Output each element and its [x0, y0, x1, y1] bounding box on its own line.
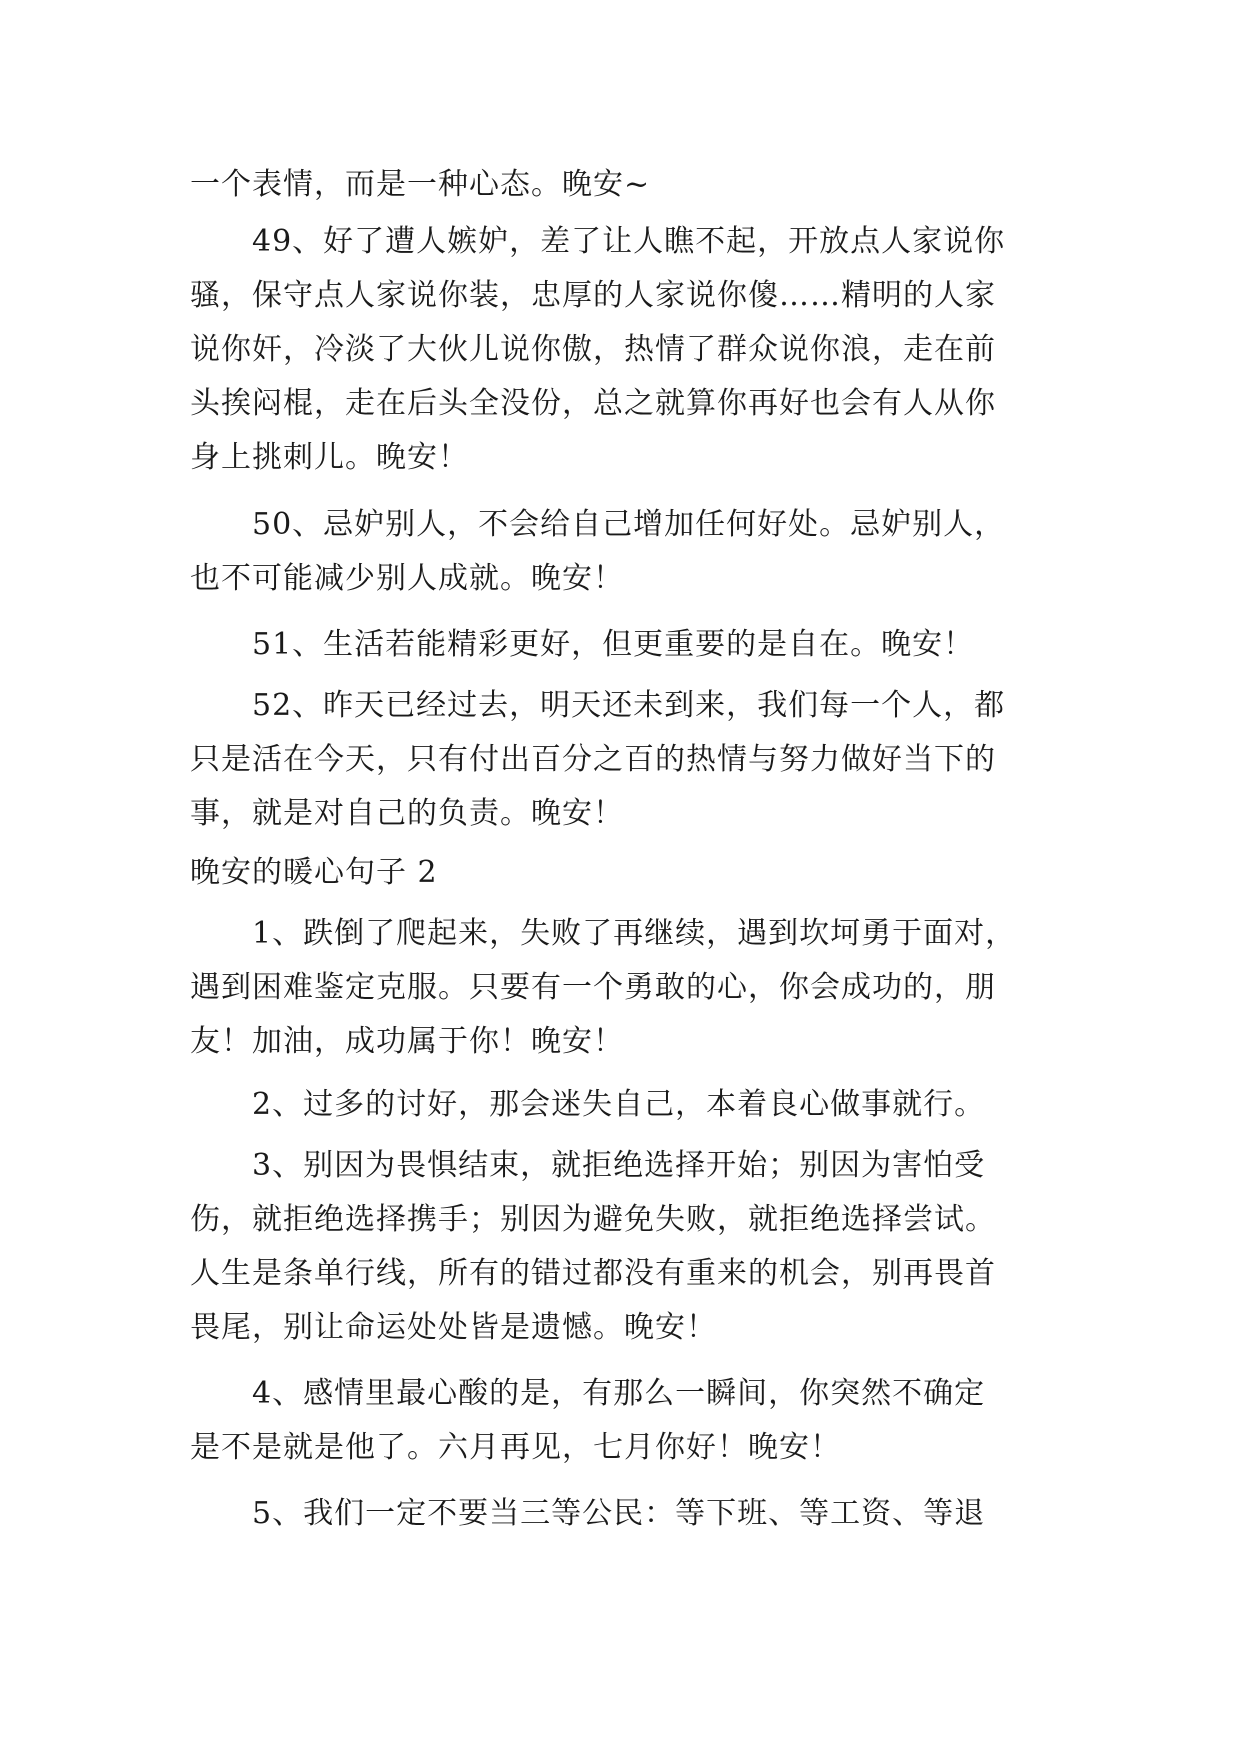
text-line: 也不可能减少别人成就。晚安！ — [190, 561, 624, 596]
text-line: 1、跌倒了爬起来，失败了再继续，遇到坎坷勇于面对， — [252, 916, 1017, 951]
text-line: 52、昨天已经过去，明天还未到来，我们每一个人，都 — [252, 688, 1006, 723]
text-line: 2、过多的讨好，那会迷失自己，本着良心做事就行。 — [252, 1087, 986, 1122]
text-line: 是不是就是他了。六月再见，七月你好！晚安！ — [190, 1430, 841, 1465]
text-line: 一个表情，而是一种心态。晚安~ — [190, 167, 651, 202]
text-line: 头挨闷棍，走在后头全没份，总之就算你再好也会有人从你 — [190, 386, 996, 421]
text-line: 友！加油，成功属于你！晚安！ — [190, 1024, 624, 1059]
text-line: 畏尾，别让命运处处皆是遗憾。晚安！ — [190, 1310, 717, 1345]
text-line: 3、别因为畏惧结束，就拒绝选择开始；别因为害怕受 — [252, 1148, 986, 1183]
text-line: 只是活在今天，只有付出百分之百的热情与努力做好当下的 — [190, 742, 996, 777]
section-heading: 晚安的暖心句子 2 — [190, 855, 438, 890]
text-line: 事，就是对自己的负责。晚安！ — [190, 796, 624, 831]
text-line: 遇到困难鉴定克服。只要有一个勇敢的心，你会成功的，朋 — [190, 970, 996, 1005]
text-line: 骚，保守点人家说你装，忠厚的人家说你傻……精明的人家 — [190, 278, 996, 313]
text-line: 伤，就拒绝选择携手；别因为避免失败，就拒绝选择尝试。 — [190, 1202, 996, 1237]
text-line: 身上挑刺儿。晚安！ — [190, 440, 469, 475]
text-line: 说你奸，冷淡了大伙儿说你傲，热情了群众说你浪，走在前 — [190, 332, 996, 367]
text-line: 50、忌妒别人，不会给自己增加任何好处。忌妒别人， — [252, 507, 1006, 542]
text-line: 人生是条单行线，所有的错过都没有重来的机会，别再畏首 — [190, 1256, 996, 1291]
text-line: 5、我们一定不要当三等公民：等下班、等工资、等退 — [252, 1496, 986, 1531]
text-line: 51、生活若能精彩更好，但更重要的是自在。晚安！ — [252, 627, 975, 662]
text-line: 4、感情里最心酸的是，有那么一瞬间，你突然不确定 — [252, 1376, 986, 1411]
text-line: 49、好了遭人嫉妒，差了让人瞧不起，开放点人家说你 — [252, 224, 1006, 259]
